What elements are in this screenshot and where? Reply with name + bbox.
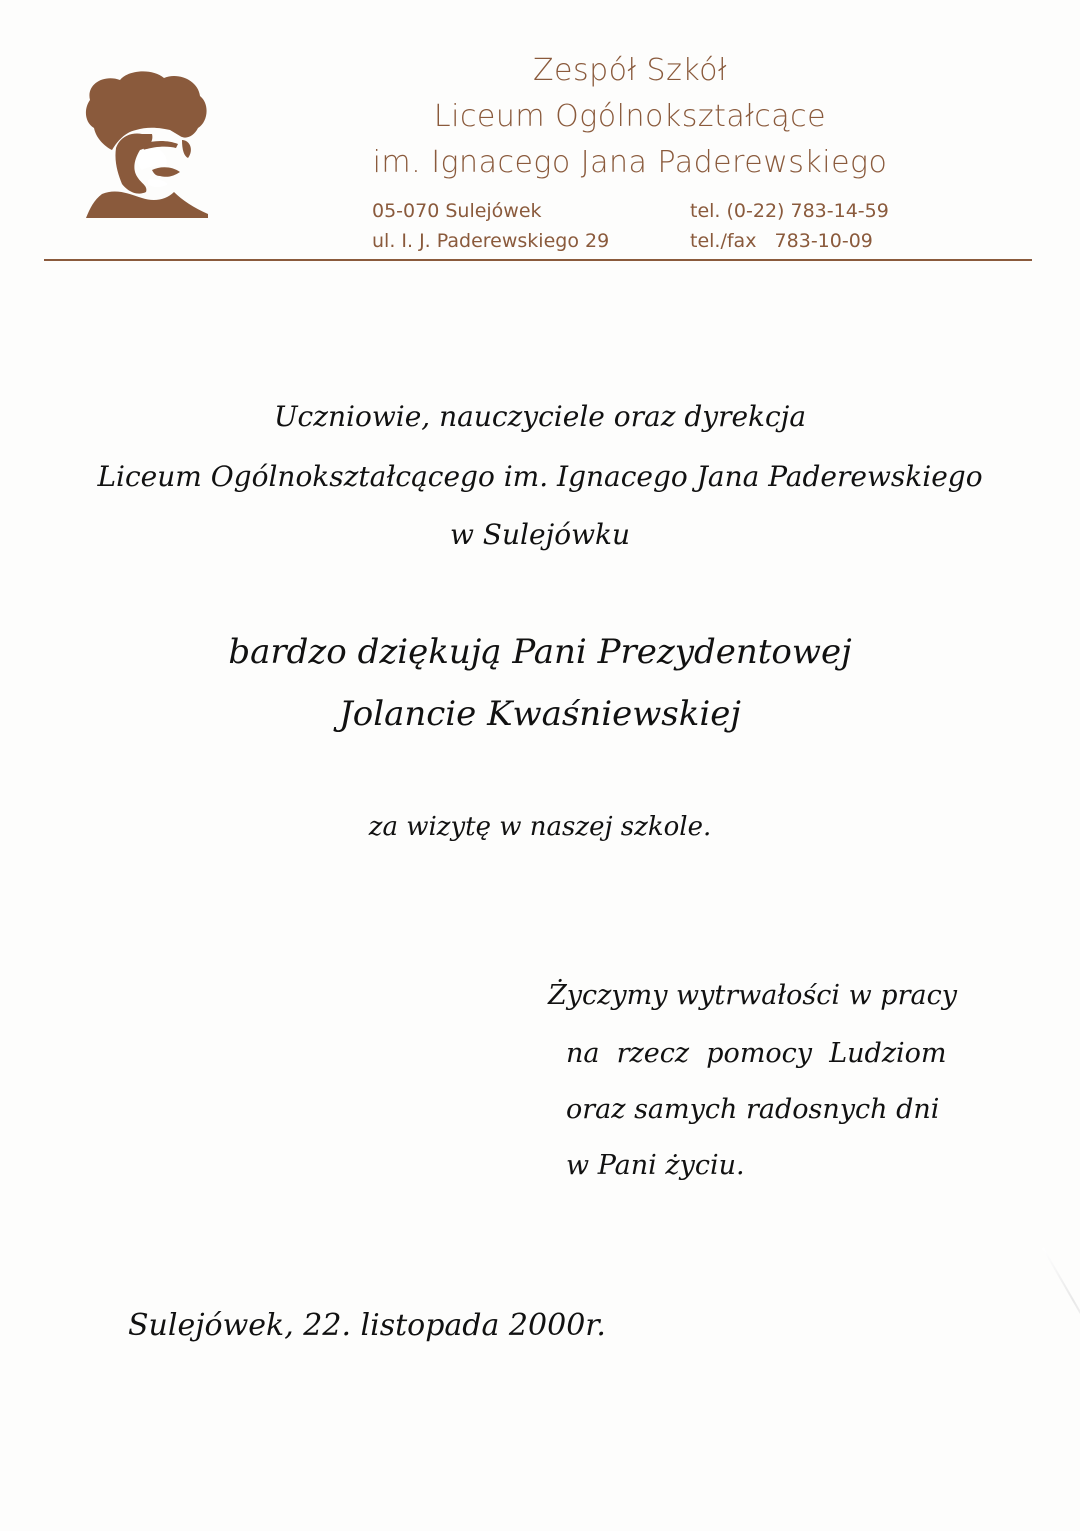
address-line: ul. I. J. Paderewskiego 29 [372,230,610,252]
wish-line: na rzecz pomocy Ludziom [566,1038,947,1069]
letterhead-divider [44,259,1032,261]
wish-line: oraz samych radosnych dni [566,1094,940,1125]
visit-line: za wizytę w naszej szkole. [368,812,712,842]
intro-line: Liceum Ogólnokształcącego im. Ignacego Jana Paderewskiego [97,460,983,493]
phone-line: tel. (0-22) 783-14-59 [690,200,889,222]
phone-line: tel./fax 783-10-09 [690,230,873,252]
place-date: Sulejówek, 22. listopada 2000r. [128,1308,606,1343]
wish-line: w Pani życiu. [566,1150,745,1181]
school-name [300,48,960,186]
intro-line: Uczniowie, nauczyciele oraz dyrekcja [273,400,807,433]
school-address [372,196,609,256]
recipient-name: Jolancie Kwaśniewskiej [339,694,741,734]
thanks-line: bardzo dziękują Pani Prezydentowej [228,632,852,672]
school-name-line: Zespół Szkół [532,53,728,88]
school-name-line: Liceum Ogólnokształcące [433,99,827,134]
school-name-line: im. Ignacego Jana Paderewskiego [372,145,888,180]
portrait-silhouette-icon [82,70,212,218]
school-phones [690,196,889,256]
wish-line: Życzymy wytrwałości w pracy [548,980,957,1011]
address-line: 05-070 Sulejówek [372,200,542,222]
intro-line: w Sulejówku [449,518,631,551]
paper-crease [1042,1248,1080,1353]
